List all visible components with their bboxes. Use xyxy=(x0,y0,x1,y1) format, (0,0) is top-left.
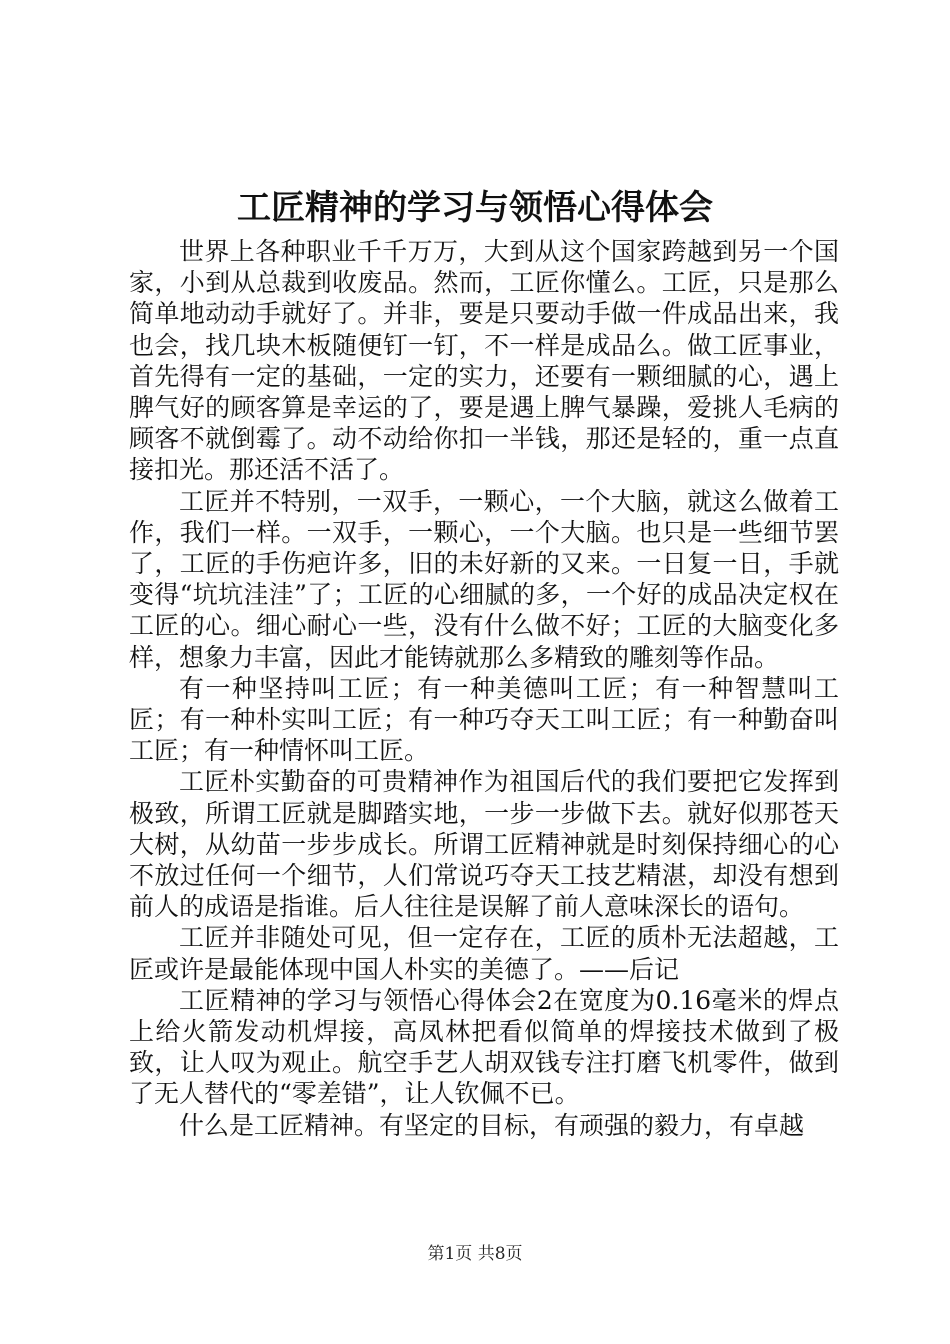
paragraph-5: 工匠并非随处可见，但一定存在，工匠的质朴无法超越，工匠或许是最能体现中国人朴实的美德了。——后记 xyxy=(129,923,839,984)
paragraph-2: 工匠并不特别，一双手，一颗心，一个大脑，就这么做着工作，我们一样。一双手，一颗心，一个大脑。也只是一些细节罢了，工匠的手伤疤许多，旧的未好新的又来。一日复一日，手就变得“坑坑洼洼”了；工匠的心细腻的多，一个好的成品决定权在工匠的心。细心耐心一些，没有什么做不好；工匠的大脑变化多样，想象力丰富，因此才能铸就那么多精致的雕刻等作品。 xyxy=(129,486,839,672)
paragraph-3: 有一种坚持叫工匠；有一种美德叫工匠；有一种智慧叫工匠；有一种朴实叫工匠；有一种巧夺天工叫工匠；有一种勤奋叫工匠；有一种情怀叫工匠。 xyxy=(129,673,839,766)
page-footer: 第1页 共8页 xyxy=(427,1244,523,1264)
document-body xyxy=(129,236,839,1141)
document-title: 工匠精神的学习与领悟心得体会 xyxy=(237,188,713,228)
paragraph-1: 世界上各种职业千千万万，大到从这个国家跨越到另一个国家，小到从总裁到收废品。然而，工匠你懂么。工匠，只是那么简单地动动手就好了。并非，要是只要动手做一件成品出来，我也会，找几块木板随便钉一钉，不一样是成品么。做工匠事业，首先得有一定的基础，一定的实力，还要有一颗细腻的心，遇上脾气好的顾客算是幸运的了，要是遇上脾气暴躁，爱挑人毛病的顾客不就倒霉了。动不动给你扣一半钱，那还是轻的，重一点直接扣光。那还活不活了。 xyxy=(129,237,839,485)
paragraph-4: 工匠朴实勤奋的可贵精神作为祖国后代的我们要把它发挥到极致，所谓工匠就是脚踏实地，一步一步做下去。就好似那苍天大树，从幼苗一步步成长。所谓工匠精神就是时刻保持细心的心不放过任何一个细节，人们常说巧夺天工技艺精湛，却没有想到前人的成语是指谁。后人往往是误解了前人意味深长的语句。 xyxy=(129,767,839,922)
paragraph-6: 工匠精神的学习与领悟心得体会2在宽度为0.16毫米的焊点上给火箭发动机焊接，高凤林把看似简单的焊接技术做到了极致，让人叹为观止。航空手艺人胡双钱专注打磨飞机零件，做到了无人替代的“零差错”，让人钦佩不已。 xyxy=(129,985,839,1109)
paragraph-7: 什么是工匠精神。有坚定的目标，有顽强的毅力，有卓越 xyxy=(179,1110,805,1140)
